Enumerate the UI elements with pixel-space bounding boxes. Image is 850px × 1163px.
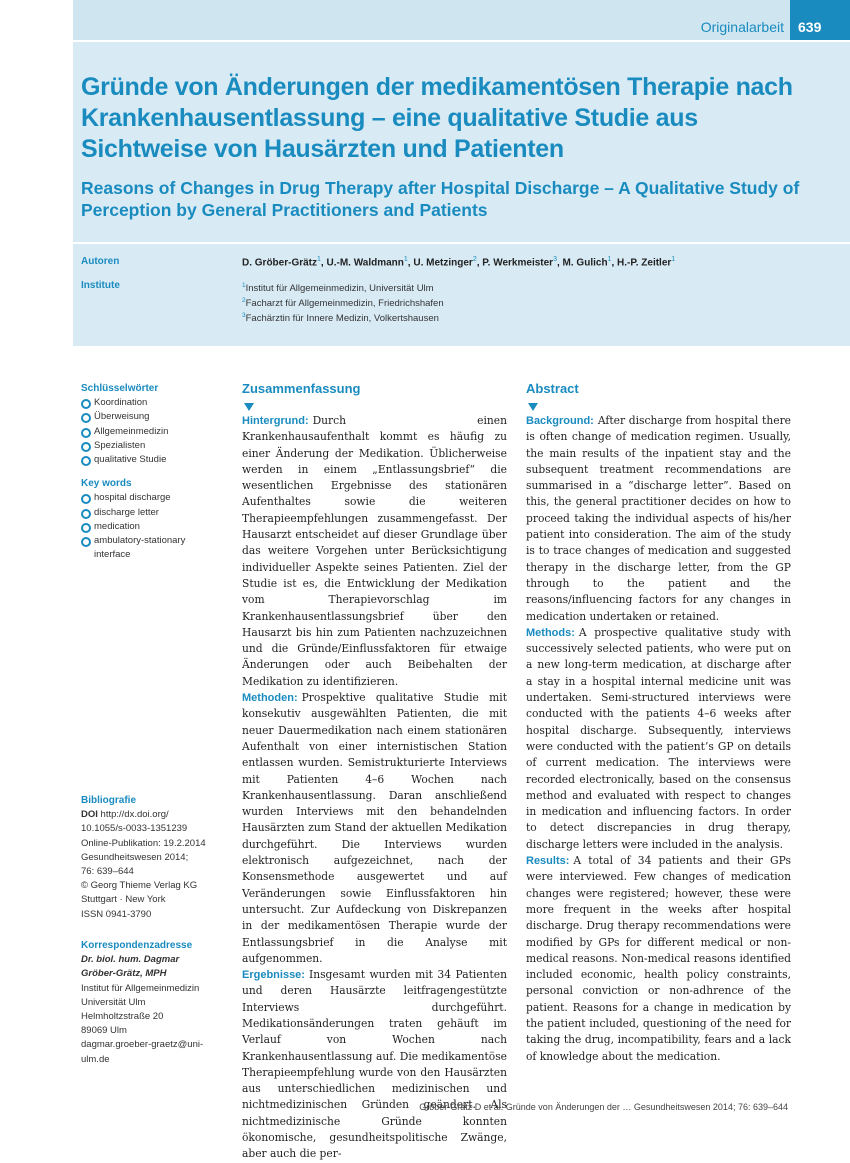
section-label: Originalarbeit [700, 19, 784, 35]
doi-link[interactable]: http://dx.doi.org/ [100, 809, 169, 821]
author: H.-P. Zeitler [617, 257, 672, 269]
paragraph-body: Prospektive qualitative Studie mit konsekutiv ausgewählten Patienten, die mit neuer Dauermedikation nach einem stationären Aufenthalt von einer internistischen Station entlassen wurden. Semistrukturierte Interviews mit Patienten 4–6 Wochen nach Krankenhausentlassung. Daran anschließend wurden Interviews mit den behandelnden Hausärzten zum Stand der aktuellen Medikation durchgeführt. Die Interviews wurden elektronisch aufgezeichnet, nach der Konsensmethode ausgewertet und auf Veränderungen sowie Einflussfaktoren hin untersucht. Zur Aufdeckung von Diskrepanzen in der medikamentösen Therapie wurde der Entlassungsbrief in die Analyse mit aufgenommen. [242, 691, 507, 965]
institute-item [242, 295, 444, 310]
doi-label: DOI [81, 809, 98, 821]
zusammenfassung-text [242, 413, 507, 1163]
paragraph-body: A total of 34 patients and their GPs were interviewed. Few changes of medication changes were registered; however, these were more frequent in the weeks after hospital discharge. Drug therapy recommendations were modified by GPs for different medical or non-medical reasons. Non-medical reasons identified included economic, health policy constraints, personal conviction or non-adhrence of the patient. Reasons for a change in medication by the patient included, questioning of the need for taking the drug, incompatibility, fears and a lack of knowledge about the medication. [526, 854, 791, 1063]
corr-line: Institut für Allgemeinmedizin [81, 982, 200, 994]
author-list: D. Gröber-Grätz$^1$, U.-M. Waldmann$^1$, U. Metzinger$^2$, P. Werkmeister$^3$, M. Gulich$^1$, H.-P. Zeitler$^1$ [242, 256, 676, 269]
zusammenfassung-heading: Zusammenfassung [242, 381, 361, 396]
zusammenfassung-column [242, 380, 507, 1163]
bibliography-title: Bibliografie [81, 795, 137, 806]
paragraph-body: Durch einen Krankenhausaufenthalt kommt es häufig zu einer Änderung der Medikation. Üblicherweise werden in einem „Entlassungsbrief“ die wesentlichen Ergebnisse des stationären Aufenthaltes sowie die weiteren Therapieempfehlungen zusammengefasst. Der Hausarzt entscheidet auf dieser Grundlage über das weitere Vorgehen unter Berücksichtigung individueller Aspekte seines Patienten. Ziel der Studie ist es, die Entwicklung der Medikation vom Therapievorschlag im Krankenhausentlassungsbrief über den Hausarzt bis hin zum Patienten nachzuzeichnen und die Gründe/Einflussfaktoren für etwaige Änderungen oder auch Beibehalten der Medikation zu identifizieren. [242, 414, 507, 688]
authors-label: Autoren [81, 256, 120, 267]
affiliation-mark: 1 [671, 256, 676, 263]
keyword-en: discharge letter [81, 506, 231, 520]
section-lead: Results: [526, 855, 570, 868]
institute-item [242, 280, 444, 295]
paragraph [526, 853, 791, 1065]
biblio-line: Gesundheitswesen 2014; [81, 851, 189, 863]
title-english: Reasons of Changes in Drug Therapy after Hospital Discharge – A Qualitative Study of Perception by General Practitioners and Patients [81, 178, 800, 220]
keyword-de: qualitative Studie [81, 453, 231, 467]
institute-item [242, 310, 444, 325]
corr-email[interactable]: ulm.de [81, 1053, 110, 1065]
institute-text: Facharzt für Allgemeinmedizin, Friedrichshafen [245, 298, 444, 310]
abstract-text [526, 413, 791, 1065]
corr-line: Helmholtzstraße 20 [81, 1011, 164, 1023]
institute-number: 3 [242, 312, 246, 320]
author: U.-M. Waldmann [326, 257, 404, 269]
keywords-en-title: Key words [81, 478, 132, 490]
section-lead: Ergebnisse: [242, 969, 305, 982]
correspondence [81, 939, 231, 1067]
affiliation-mark: 1 [317, 256, 321, 263]
paragraph-body: Insgesamt wurden mit 34 Patienten und deren Hausärzte leitfragengestützte Interviews durchgeführt. Medikationsänderungen traten gehäuft im Verlauf von Wochen nach Krankenhausentlassung auf. Die medikamentöse Therapieempfehlung wurde von den Hausärzten aus unterschiedlichen medizinischen und nichtmedizinischen Gründen geändert. Als nichtmedizinische Gründe konnten ökonomische, gesundheitspolitische Zwänge, aber auch die per- [242, 968, 507, 1161]
author: M. Gulich [562, 257, 608, 269]
biblio-line: © Georg Thieme Verlag KG [81, 880, 198, 892]
biblio-line: ISSN 0941-3790 [81, 908, 152, 920]
corr-name: Gröber-Grätz, MPH [81, 968, 167, 980]
keyword-en: ambulatory-stationary interface [81, 534, 211, 562]
triangle-down-icon [528, 403, 538, 411]
corr-name: Dr. biol. hum. Dagmar [81, 954, 180, 966]
paragraph-body: A prospective qualitative study with successively selected patients, who were put on a new long-term medication, at discharge after a stay in a hospital internal medicine unit was undertaken. Semi-structured interviews were conducted with the patients 4–6 weeks after hospital discharge. Subsequently, interviews were conducted with the patient’s GP on details of current medication. The interviews were recorded electronically, based on the consensus method and evaluated with respect to changes in medication and influencing factors. In order to detect discrepancies in drug therapy, discharge letters were included in the analysis. [526, 625, 791, 851]
affiliation-mark: 1 [403, 256, 408, 263]
paragraph [242, 413, 507, 690]
institute-number: 1 [242, 282, 246, 289]
keywords-sidebar [81, 382, 231, 562]
author: P. Werkmeister [482, 257, 554, 269]
paragraph [526, 413, 791, 625]
affiliation-mark: 2 [472, 256, 477, 263]
biblio-line: 10.1055/s-0033-1351239 [81, 823, 188, 835]
corr-line: 89069 Ulm [81, 1025, 127, 1037]
paragraph-body: After discharge from hospital there is often change of medication regimen. Usually, the main results of the inpatient stay and the subsequent treatment recommendations are summarised in a “discharge letter”. Based on this, the general practitioner decides on how to proceed taking the individual aspects of his/her patient into consideration. The aim of the study is to trace changes of medication and suggested therapy in the discharge letter, from the GP through to the patient and the reasons/influencing factors for any changes in medication undertaken or retained. [526, 414, 791, 623]
triangle-down-icon [244, 403, 254, 411]
paragraph [242, 967, 507, 1163]
keyword-de: Überweisung [81, 410, 231, 424]
institute-text: Institut für Allgemeinmedizin, Universität Ulm [245, 283, 434, 295]
doi-line [81, 808, 231, 822]
keywords-de-title: Schlüsselwörter [81, 383, 159, 394]
institute-list [242, 280, 444, 325]
page-footer: Gröber-Grätz D et al. Gründe von Änderungen der … Gesundheitswesen 2014; 76: 639–644 [419, 1102, 788, 1112]
biblio-line: 76: 639–644 [81, 866, 134, 878]
keyword-de: Koordination [81, 396, 231, 410]
biblio-line: Online-Publikation: 19.2.2014 [81, 837, 206, 849]
title-german: Gründe von Änderungen der medikamentösen Therapie nach Krankenhausentlassung – eine qualitative Studie aus Sichtweise von Hausärzten und Patienten [81, 73, 793, 163]
paragraph [526, 625, 791, 853]
section-lead: Methods: [526, 626, 575, 639]
section-lead: Background: [526, 415, 594, 427]
affiliation-mark: 3 [553, 256, 557, 263]
corr-line: Universität Ulm [81, 996, 146, 1008]
institutes-label: Institute [81, 280, 120, 291]
section-lead: Methoden: [242, 692, 298, 705]
abstract-column [526, 380, 791, 1065]
institute-text: Fachärztin für Innere Medizin, Volkertshausen [245, 313, 439, 325]
bibliography [81, 794, 231, 922]
abstract-heading: Abstract [526, 381, 579, 396]
keyword-de: Spezialisten [81, 439, 231, 453]
correspondence-title: Korrespondenzadresse [81, 940, 193, 951]
paragraph [242, 690, 507, 967]
institute-number: 2 [242, 297, 246, 305]
biblio-line: Stuttgart · New York [81, 894, 166, 906]
author: U. Metzinger [413, 257, 473, 269]
author: D. Gröber-Grätz [242, 257, 318, 269]
keyword-en: medication [81, 520, 231, 534]
keyword-en: hospital discharge [81, 491, 231, 505]
affiliation-mark: 1 [607, 256, 612, 263]
section-lead: Hintergrund: [242, 415, 309, 427]
keyword-de: Allgemeinmedizin [81, 425, 231, 439]
page-number: 639 [790, 0, 850, 40]
corr-email[interactable]: dagmar.groeber-graetz@uni- [81, 1039, 204, 1051]
